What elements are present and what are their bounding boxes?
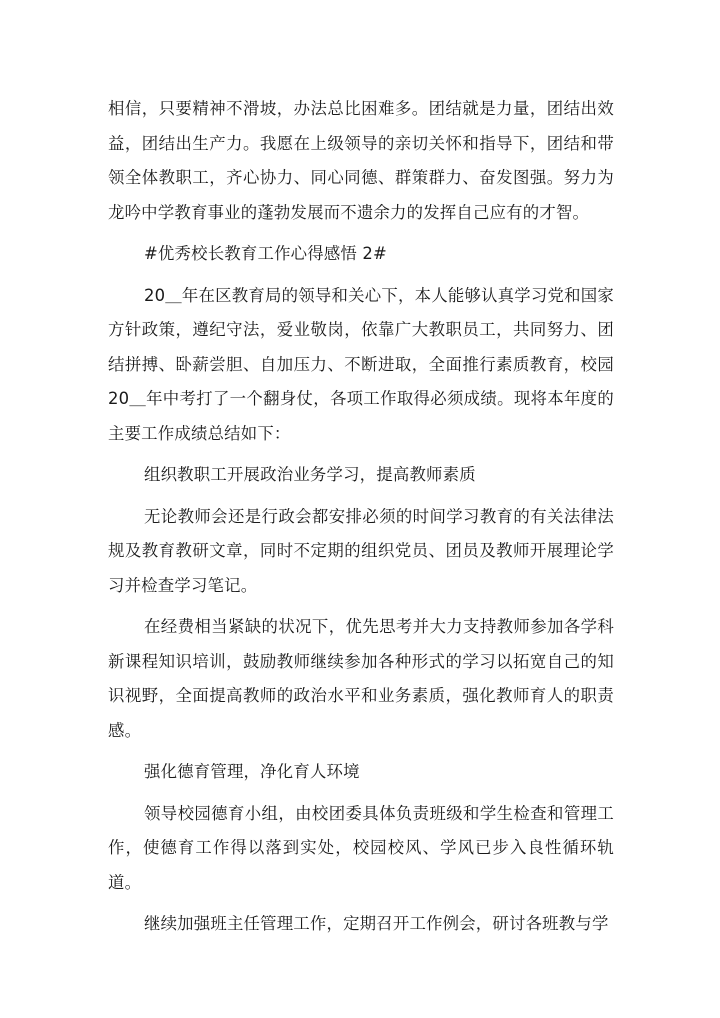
section-heading-2: #优秀校长教育工作心得感悟 2# [144,244,387,263]
paragraph-8: 领导校园德育小组，由校团委具体负责班级和学生检查和管理工作，使德育工作得以落到实处，校园校风、学风已步入良性循环轨道。 [108,803,614,892]
paragraph-6: 在经费相当紧缺的状况下，优先思考并大力支持教师参加各学科新课程知识培训，鼓励教师继续参加各种形式的学习以拓宽自己的知识视野，全面提高教师的政治水平和业务素质，强化教师育人的职责感。 [108,617,614,740]
paragraph-1: 相信，只要精神不滑坡，办法总比困难多。团结就是力量，团结出效益，团结出生产力。我愿在上级领导的亲切关怀和指导下，团结和带领全体教职工，齐心协力、同心同德、群策群力、奋发图强。努力为龙吟中学教育事业的蓬勃发展而不遗余力的发挥自己应有的才智。 [108,99,614,222]
document-body [108,92,614,942]
paragraph-3: 20＿年在区教育局的领导和关心下，本人能够认真学习党和国家方针政策，遵纪守法，爱业敬岗，依靠广大教职员工，共同努力、团结拼搏、卧薪尝胆、自加压力、不断进取，全面推行素质教育，校园20＿年中考打了一个翻身仗，各项工作取得必须成绩。现将本年度的主要工作成绩总结如下： [108,285,614,443]
paragraph-5: 无论教师会还是行政会都安排必须的时间学习教育的有关法律法规及教育教研文章，同时不定期的组织党员、团员及教师开展理论学习并检查学习笔记。 [108,506,614,595]
subheading-7: 强化德育管理，净化育人环境 [144,762,360,781]
subheading-4: 组织教职工开展政治业务学习，提高教师素质 [144,465,476,484]
paragraph-9: 继续加强班主任管理工作，定期召开工作例会，研讨各班教与学 [144,914,609,933]
